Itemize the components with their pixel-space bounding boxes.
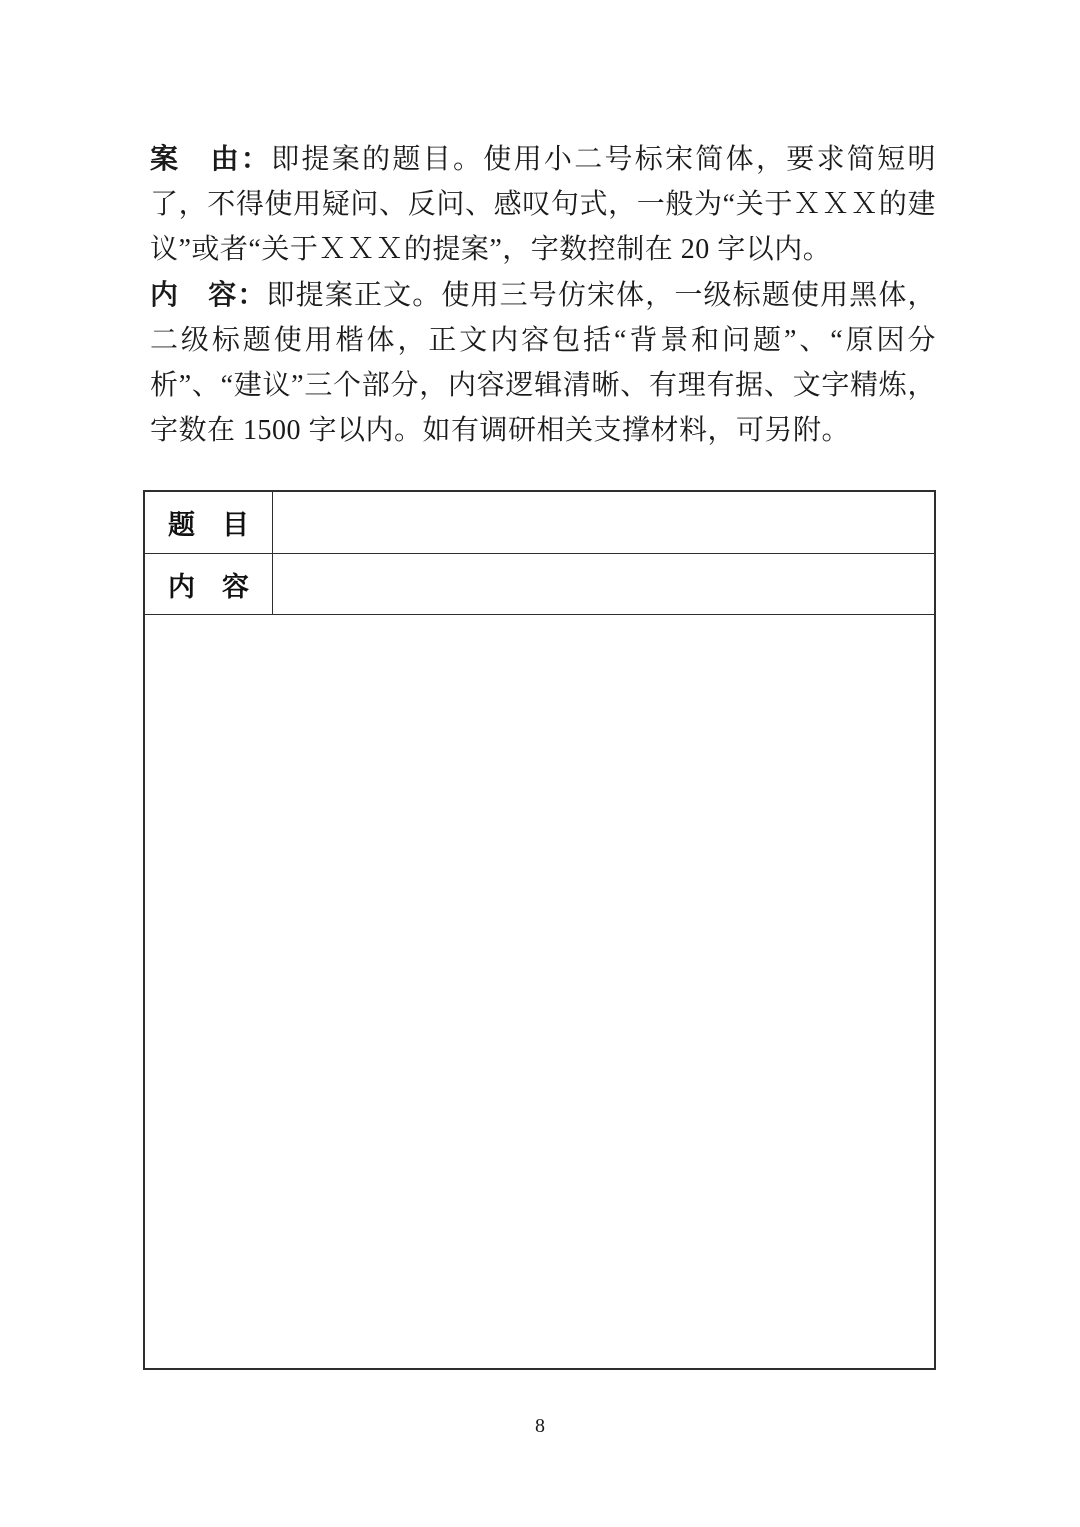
title-row-label: 题 目	[168, 510, 249, 540]
content-row-label-cell	[145, 554, 273, 614]
content-row-label: 内 容	[168, 571, 249, 602]
title-input-cell[interactable]	[273, 492, 934, 553]
paragraph-label-case-subject: 案 由：	[150, 143, 272, 174]
paragraph-text-case-subject: 即提案的题目。使用小二号标宋简体，要求简短明了，不得使用疑问、反问、感叹句式，一般为“关于ＸＸＸ的建议”或者“关于ＸＸＸ的提案”，字数控制在 20 字以内。	[150, 144, 936, 265]
content-body-input-area[interactable]	[145, 615, 934, 1366]
table-row-content	[145, 554, 934, 615]
page-number: 8	[535, 1415, 545, 1437]
paragraph-case-subject	[150, 136, 936, 272]
proposal-form-table	[143, 490, 936, 1370]
content-input-cell[interactable]	[273, 554, 934, 614]
paragraph-label-content: 内 容：	[150, 279, 267, 310]
table-row-title	[145, 492, 934, 554]
title-row-label-cell	[145, 492, 273, 553]
instructions-text-block	[150, 136, 936, 453]
page-footer	[0, 1413, 1080, 1439]
paragraph-content	[150, 272, 936, 453]
paragraph-text-content: 即提案正文。使用三号仿宋体，一级标题使用黑体，二级标题使用楷体，正文内容包括“背景和问题”、“原因分析”、“建议”三个部分，内容逻辑清晰、有理有据、文字精炼，字数在 1500 字以内。如有调研相关支撑材料，可另附。	[150, 280, 936, 446]
